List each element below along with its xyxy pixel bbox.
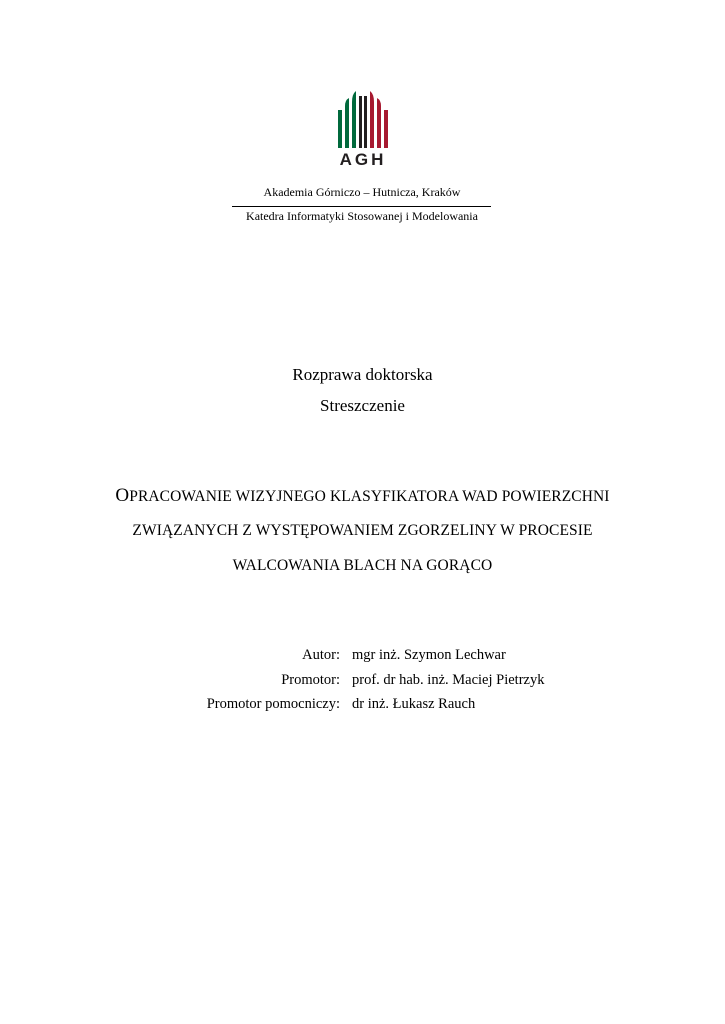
thesis-title-line-2: ZWIĄZANYCH Z WYSTĘPOWANIEM ZGORZELINY W PROCESIE	[132, 522, 593, 539]
author-row	[0, 645, 725, 665]
department-name: Katedra Informatyki Stosowanej i Modelowania	[246, 209, 478, 223]
agh-logo-emblem-icon	[330, 88, 396, 148]
author-name: mgr inż. Szymon Lechwar	[352, 647, 506, 663]
document-subtype: Streszczenie	[320, 396, 405, 415]
thesis-title-initial: O	[115, 485, 130, 506]
assistant-promoter-label: Promotor pomocniczy:	[206, 696, 340, 712]
agh-logo-text: AGH	[339, 150, 387, 169]
black-bars	[359, 96, 367, 148]
thesis-title-line-3: WALCOWANIA BLACH NA GORĄCO	[232, 557, 493, 574]
promoter-name: prof. dr hab. inż. Maciej Pietrzyk	[352, 672, 545, 688]
promoter-label: Promotor:	[281, 672, 340, 688]
thesis-title-line-1	[0, 486, 725, 507]
green-bars	[338, 91, 356, 148]
red-bars	[370, 91, 388, 148]
document-type: Rozprawa doktorska	[292, 365, 433, 384]
promoter-row	[0, 670, 725, 690]
assistant-promoter-name: dr inż. Łukasz Rauch	[352, 696, 476, 712]
university-name: Akademia Górniczo – Hutnicza, Kraków	[263, 185, 461, 199]
thesis-title-line-1-text: PRACOWANIE WIZYJNEGO KLASYFIKATORA WAD POWIERZCHNI	[129, 488, 610, 505]
agh-logo	[330, 88, 396, 178]
assistant-promoter-row	[0, 694, 725, 714]
author-label: Autor:	[302, 647, 340, 663]
header-divider	[232, 206, 491, 207]
